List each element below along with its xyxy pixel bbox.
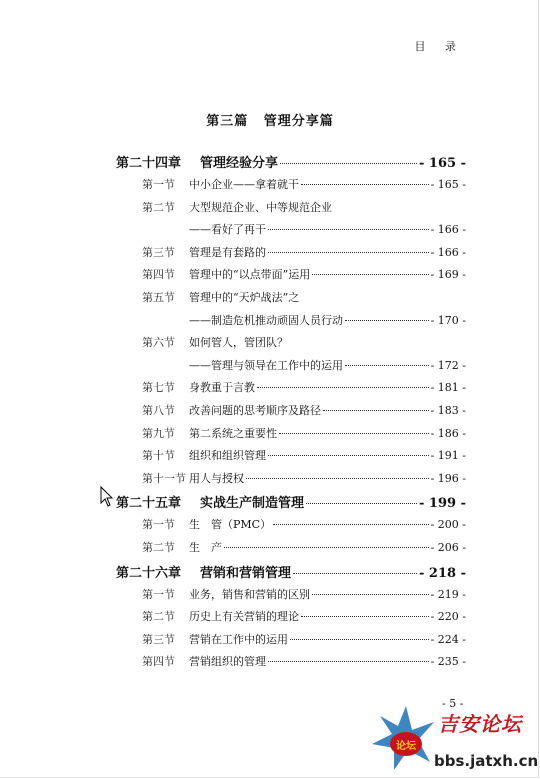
toc-entry[interactable] [116,199,466,222]
toc-entry[interactable] [116,608,466,631]
toc-entry[interactable] [116,244,466,267]
section-number: 第八节 [142,403,175,417]
page-number: - 5 - [442,697,464,710]
section-number: 第十一节 [142,471,186,485]
section-title: 大型规范企业、中等规范企业 [189,200,332,214]
watermark-url: bbs.jatxh.cn [434,752,539,770]
section-page: - 166 - [430,223,466,237]
watermark-badge-text: 论坛 [396,741,416,752]
chapter-title: 实战生产制造管理 [200,496,305,512]
section-title: 管理中的“天炉战法”之 [189,290,300,304]
section-title: 如何管人，管团队？ [189,336,288,350]
toc-entry[interactable] [116,653,466,676]
section-title: 管理中的“以点带面”运用 [189,268,311,282]
toc-entry[interactable] [116,425,466,448]
section-page: - 165 - [430,178,466,191]
dot-leader [306,503,417,504]
section-number: 第十节 [142,449,175,463]
dot-leader [293,573,417,574]
dot-leader [312,594,429,595]
section-title: 生 产 [189,540,222,554]
section-page: - 219 - [430,587,466,601]
dot-leader [268,252,429,253]
section-number: 第四节 [142,268,175,282]
section-page: - 186 - [430,426,466,440]
section-page: - 172 - [430,358,466,372]
toc-entry[interactable] [116,516,466,539]
section-page: - 183 - [430,403,466,417]
section-number: 第三节 [142,632,175,646]
section-number: 第四节 [142,655,175,669]
table-of-contents [116,152,466,676]
chapter-title: 营销和营销管理 [200,565,292,581]
mouse-pointer-icon [100,486,114,508]
section-title: 历史上有关营销的理论 [189,610,299,624]
section-title: 改善问题的思考顺序及路径 [189,403,321,417]
toc-entry[interactable] [116,539,466,562]
section-subtitle: ——制造危机推动顽固人员行动 [189,313,343,327]
toc-entry-continuation[interactable] [116,357,466,380]
section-number: 第六节 [142,336,175,350]
dot-leader [268,455,429,456]
section-number: 第七节 [142,381,175,395]
dot-leader [268,661,429,662]
dot-leader [246,478,429,479]
dot-leader [268,229,429,230]
section-title: 业务，销售和营销的区别 [189,587,310,601]
section-number: 第二节 [142,540,175,554]
toc-entry[interactable] [116,631,466,654]
toc-entry[interactable] [116,266,466,289]
section-title: 用人与授权 [189,471,244,485]
dot-leader [273,524,428,525]
section-number: 第一节 [142,587,175,601]
toc-chapter-25[interactable] [116,492,466,516]
toc-chapter-26[interactable] [116,562,466,586]
chapter-number: 第二十四章 [116,156,182,171]
toc-entry[interactable] [116,379,466,402]
section-page: - 169 - [430,268,466,282]
watermark-text: 吉安论坛 [438,712,522,736]
dot-leader [280,163,417,164]
section-title: 第二系统之重要性 [189,426,277,440]
toc-entry[interactable] [116,402,466,425]
toc-entry[interactable] [116,470,466,493]
section-page: - 191 - [430,449,466,463]
toc-entry[interactable] [116,447,466,470]
section-page: - 170 - [430,313,466,327]
toc-entry[interactable] [116,289,466,312]
toc-entry-continuation[interactable] [116,312,466,335]
chapter-number: 第二十六章 [116,565,182,581]
toc-chapter-24[interactable] [116,152,466,176]
section-title: 组织和组织管理 [189,449,266,463]
chapter-page: - 165 - [419,156,466,171]
section-title: 营销在工作中的运用 [189,632,288,646]
section-number: 第五节 [142,290,175,304]
section-title: 管理是有套路的 [189,245,266,259]
toc-entry[interactable] [116,176,466,199]
dot-leader [345,320,429,321]
section-number: 第二节 [142,200,175,214]
section-number: 第三节 [142,245,175,259]
section-page: - 196 - [430,471,466,485]
dot-leader [301,616,429,617]
toc-entry[interactable] [116,586,466,609]
toc-entry[interactable] [116,334,466,357]
toc-entry-continuation[interactable] [116,221,466,244]
dot-leader [323,410,429,411]
chapter-title: 管理经验分享 [200,156,279,171]
dot-leader [279,433,429,434]
section-page: - 181 - [430,381,466,395]
section-number: 第九节 [142,426,175,440]
section-number: 第一节 [142,178,175,191]
chapter-page: - 199 - [419,496,466,512]
section-page: - 166 - [430,245,466,259]
section-title: 营销组织的管理 [189,655,266,669]
dot-leader [224,547,429,548]
chapter-number: 第二十五章 [116,496,182,512]
section-page: - 200 - [430,518,466,532]
section-page: - 224 - [430,632,466,646]
section-title: 生 管（PMC） [189,518,272,532]
section-page: - 206 - [430,540,466,554]
section-title: 中小企业——拿着就干 [189,178,299,191]
dot-leader [257,387,429,388]
dot-leader [301,184,429,185]
chapter-page: - 218 - [419,565,466,581]
section-subtitle: ——看好了再干 [189,223,266,237]
dot-leader [290,639,429,640]
section-number: 第一节 [142,518,175,532]
dot-leader [345,365,429,366]
section-subtitle: ——管理与领导在工作中的运用 [189,358,343,372]
part-title: 第三篇 管理分享篇 [206,114,334,129]
running-head: 目 录 [414,40,464,53]
section-title: 身教重于言教 [189,381,255,395]
section-number: 第二节 [142,610,175,624]
section-page: - 220 - [430,610,466,624]
dot-leader [312,274,428,275]
section-page: - 235 - [430,655,466,669]
